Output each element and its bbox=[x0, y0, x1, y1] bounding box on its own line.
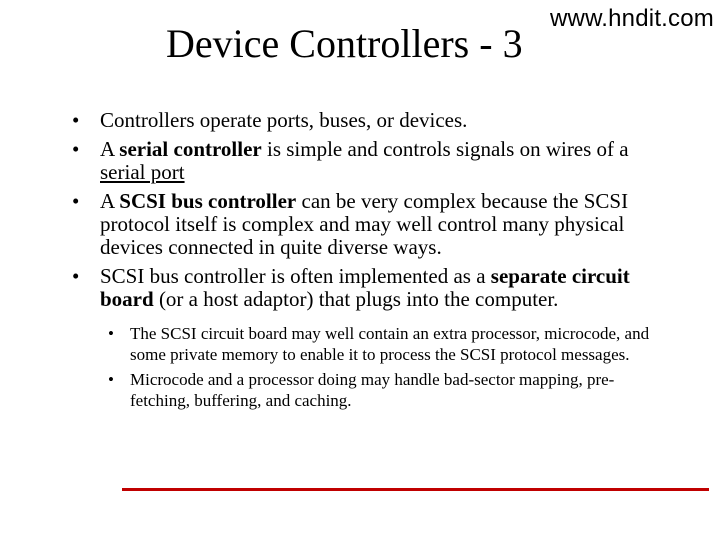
bullet-item bbox=[72, 138, 672, 184]
bullet-item bbox=[72, 190, 672, 259]
bullet-list bbox=[72, 109, 672, 417]
sub-bullet-item bbox=[100, 369, 660, 411]
text-segment: (or a host adaptor) that plugs into the computer. bbox=[153, 287, 559, 311]
bullet-marker: • bbox=[108, 370, 114, 389]
text-segment: Controllers operate ports, buses, or devices. bbox=[100, 108, 468, 132]
bullet-text bbox=[100, 264, 630, 311]
bullet-marker: • bbox=[72, 264, 80, 288]
bullet-item bbox=[72, 265, 672, 411]
text-segment: A bbox=[100, 189, 120, 213]
bullet-item bbox=[72, 109, 672, 132]
bold-term: SCSI bus controller bbox=[119, 189, 297, 213]
footer-rule bbox=[122, 488, 709, 491]
text-segment: is simple and controls signals on wires of a bbox=[261, 137, 629, 161]
sub-bullet-item bbox=[100, 323, 660, 365]
text-segment: A bbox=[100, 137, 120, 161]
bullet-text bbox=[100, 137, 629, 184]
bullet-marker: • bbox=[108, 324, 114, 343]
sub-bullet-list bbox=[100, 323, 660, 411]
bullet-marker: • bbox=[72, 108, 80, 132]
text-segment: SCSI bus controller is often implemented as a bbox=[100, 264, 491, 288]
underlined-term: serial port bbox=[100, 160, 185, 184]
bold-term: serial controller bbox=[119, 137, 262, 161]
bullet-marker: • bbox=[72, 137, 80, 161]
site-watermark: www.hndit.com bbox=[550, 5, 714, 32]
slide-title: Device Controllers - 3 bbox=[166, 21, 523, 66]
sub-bullet-text: Microcode and a processor doing may handle bad-sector mapping, pre-fetching, buffering, and caching. bbox=[130, 370, 615, 410]
bullet-text bbox=[100, 108, 467, 132]
bullet-marker: • bbox=[72, 189, 80, 213]
sub-bullet-text: The SCSI circuit board may well contain an extra processor, microcode, and some private memory to enable it to process the SCSI protocol messages. bbox=[130, 324, 650, 364]
bullet-text bbox=[100, 189, 628, 259]
bold-term: separate circuit board bbox=[100, 264, 630, 311]
text-segment: can be very complex because the SCSI protocol itself is complex and may well control many physical devices connected in quite diverse ways. bbox=[100, 189, 629, 259]
